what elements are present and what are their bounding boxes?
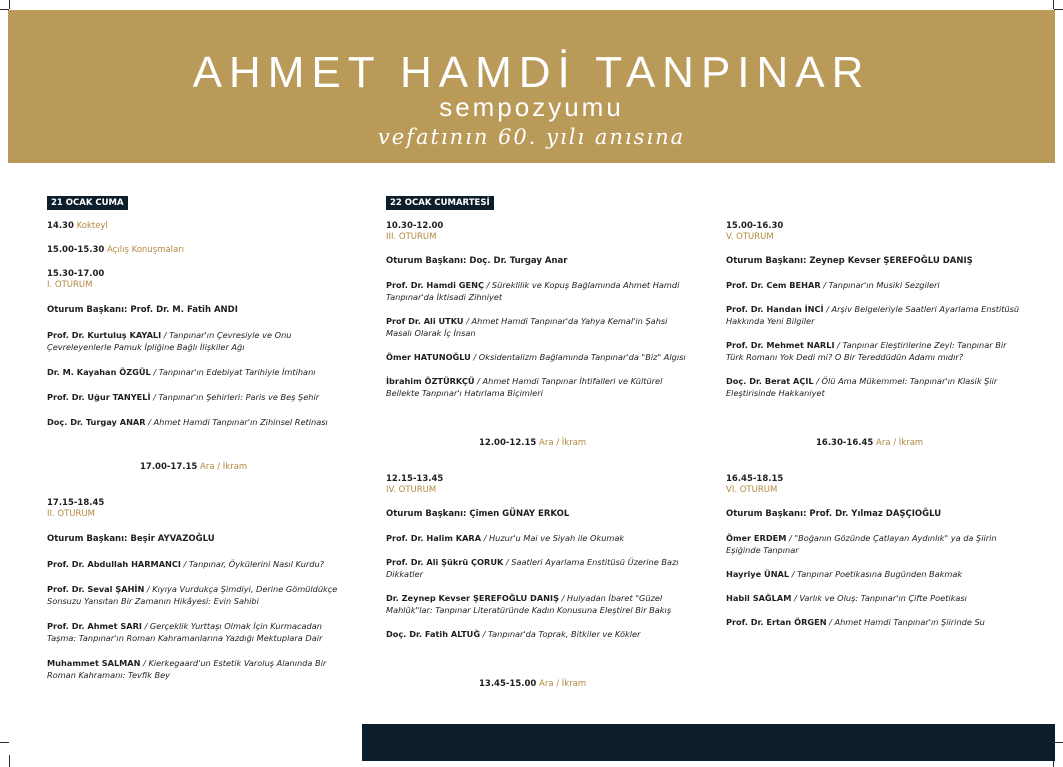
break-label: Ara / İkram [200,462,248,472]
opening-item [47,221,347,232]
speaker-name: Prof. Dr. Halim KARA [386,533,482,543]
speaker-name: Prof. Dr. Mehmet NARLI [726,340,835,350]
break-time: 16.30-16.45 [816,438,874,448]
talk-title: / Oksidentalizm Bağlamında Tanpınar'da "Biz" Algısı [470,352,686,362]
session-chair: Oturum Başkanı: Beşir AYVAZOĞLU [47,534,215,544]
talk-entry [47,583,347,607]
speaker-name: Prof. Dr. Hamdi GENÇ [386,280,484,290]
session-block [386,221,686,399]
talk-title: / Tanpınar'ın Musiki Sezgileri [820,280,940,290]
talk-entry [47,416,347,428]
speaker-name: Muhammet SALMAN [47,658,141,668]
page-subtitle: sempozyumu [439,92,624,122]
header-banner [8,10,1055,163]
talk-entry [47,329,347,353]
talk-title: / Tanpınar Poetikasına Bugünden Bakmak [789,569,963,579]
speaker-name: İbrahim ÖZTÜRKÇÜ [386,376,475,386]
session-name: V. OTURUM [726,232,774,242]
session-block [47,498,347,681]
footer-bar [362,724,1055,761]
talk-title: / Gerçeklik Yurttaşı Olmak İçin Kurmacadan Taşma: Tanpınar'ın Roman Kahramanlarına Yazdığı Mektuplara Dair [47,621,323,643]
talk-title: / Hulyadan İbaret "Güzel Mahlûk"lar: Tanpınar Literatüründe Kadın Konusuna Eleştirel Bir Bakış [386,593,672,615]
speaker-name: Prof. Dr. Uğur TANYELİ [47,392,151,402]
speaker-name: Doç. Dr. Turgay ANAR [47,417,146,427]
speaker-name: Prof Dr. Ali UTKU [386,316,464,326]
break-item [140,462,247,473]
talk-entry [386,532,686,544]
session-chair: Oturum Başkanı: Prof. Dr. M. Fatih ANDI [47,305,238,315]
talk-title: / Tanpınar, Öykülerini Nasıl Kurdu? [180,559,324,569]
crop-mark [1054,9,1063,10]
talk-entry [726,616,1026,628]
talk-title: / "Boğanın Gözünde Çatlayan Aydınlık" ya da Şiirin Eşiğinde Tanpınar [726,533,997,555]
speaker-name: Prof. Dr. Abdullah HARMANCI [47,559,181,569]
crop-mark [9,0,10,9]
opening-time: 14.30 [47,221,74,231]
speaker-name: Dr. Zeynep Kevser ŞEREFOĞLU DANIŞ [386,593,559,603]
session-chair: Oturum Başkanı: Çimen GÜNAY ERKOL [386,509,570,519]
talk-entry [726,303,1026,327]
talk-title: / Tanpınar'ın Edebiyat Tarihiyle İmtihanı [150,367,316,377]
talk-entry [386,628,686,640]
talk-title: / Kıyıya Vurdukça Şimdiyi, Derine Gömüldükçe Sonsuzu Yansıtan Bir Zamanın Hikâyesi: Evin Sahibi [47,584,338,606]
talk-entry [47,558,347,570]
talk-title: / Huzur'u Mai ve Siyah ile Okumak [481,533,625,543]
session-block [47,269,347,428]
opening-label: Kokteyl [76,221,108,231]
talk-title: / Süreklilik ve Kopuş Bağlamında Ahmet Hamdi Tanpınar'da İktisadi Zihniyet [386,280,680,302]
speaker-name: Prof. Dr. Kurtuluş KAYALI [47,330,162,340]
crop-mark [1054,742,1063,743]
break-item [479,679,586,690]
speaker-name: Hayriye ÜNAL [726,569,790,579]
talk-entry [726,592,1026,604]
talk-title: / Ahmet Hamdi Tanpınar'ın Zihinsel Retinası [145,417,328,427]
session-chair: Oturum Başkanı: Doç. Dr. Turgay Anar [386,256,568,266]
speaker-name: Doç. Dr. Fatih ALTUĞ [386,629,481,639]
crop-mark [9,755,10,767]
talk-title: / Arşiv Belgeleriyle Saatleri Ayarlama Enstitüsü Hakkında Yeni Bilgiler [726,304,1020,326]
talk-entry [726,532,1026,556]
talk-title: / Tanpınar'ın Çevresiyle ve Onu Çevreleyenlerle Pamuk İpliğine Bağlı İlişkiler Ağı [47,330,292,352]
session-name: IV. OTURUM [386,485,437,495]
session-name: VI. OTURUM [726,485,778,495]
talk-title: / Ahmet Hamdi Tanpınar'ın Şiirinde Su [826,617,985,627]
talk-entry [47,366,347,378]
session-name: III. OTURUM [386,232,437,242]
speaker-name: Prof. Dr. Seval ŞAHİN [47,584,145,594]
talk-title: / Saatleri Ayarlama Enstitüsü Üzerine Bazı Dikkatler [386,557,679,579]
session-time: 16.45-18.15 [726,474,784,484]
speaker-name: Prof. Dr. Handan İNCİ [726,304,824,314]
session-time: 15.00-16.30 [726,221,784,231]
crop-mark [0,742,9,743]
talk-entry [47,391,347,403]
speaker-name: Prof. Dr. Ertan ÖRGEN [726,617,827,627]
talk-entry [47,657,347,681]
opening-item [47,245,347,256]
talk-entry [386,592,686,616]
talk-title: / Tanpınar'da Toprak, Bitkiler ve Kökler [480,629,641,639]
page-title: AHMET HAMDİ TANPINAR [192,48,871,97]
talk-title: / Tanpınar'ın Şehirleri: Paris ve Beş Şehir [150,392,320,402]
talk-entry [386,556,686,580]
talk-entry [47,620,347,644]
opening-label: Açılış Konuşmaları [107,245,185,255]
talk-title: / Tanpınar Eleştirilerine Zeyl: Tanpınar Bir Türk Romanı Yok Dedi mi? O Bir Tereddüdün Adamı mıdır? [726,340,1007,362]
break-label: Ara / İkram [539,679,587,689]
talk-entry [386,375,686,399]
break-item [479,438,586,449]
talk-title: / Ölü Ama Mükemmel: Tanpınar'ın Klasik Şiir Eleştirisinde Hakkaniyet [726,376,998,398]
page-tagline: vefatının 60. yılı anısına [377,125,686,149]
session-name: I. OTURUM [47,280,93,290]
session-block [726,474,1026,628]
session-block [386,474,686,640]
day-label-2: 22 OCAK CUMARTESİ [386,196,494,210]
crop-mark [1053,0,1054,9]
speaker-name: Habil SAĞLAM [726,593,792,603]
session-time: 15.30-17.00 [47,269,105,279]
session-time: 10.30-12.00 [386,221,444,231]
session-block [726,221,1026,399]
speaker-name: Prof. Dr. Ali Şükrü ÇORUK [386,557,504,567]
talk-title: / Kierkegaard'un Estetik Varoluş Alanında Bir Roman Kahramanı: Tevfik Bey [47,658,327,680]
talk-entry [726,279,1026,291]
break-time: 17.00-17.15 [140,462,198,472]
talk-entry [386,315,686,339]
opening-time: 15.00-15.30 [47,245,105,255]
speaker-name: Ömer ERDEM [726,533,787,543]
break-label: Ara / İkram [876,438,924,448]
break-time: 13.45-15.00 [479,679,537,689]
talk-entry [386,279,686,303]
session-chair: Oturum Başkanı: Prof. Dr. Yılmaz DAŞÇIOĞLU [726,509,942,519]
session-time: 17.15-18.45 [47,498,105,508]
break-item [816,438,923,449]
talk-title: / Varlık ve Oluş: Tanpınar'ın Çifte Poetikası [791,593,967,603]
speaker-name: Ömer HATUNOĞLU [386,352,471,362]
session-chair: Oturum Başkanı: Zeynep Kevser ŞEREFOĞLU DANIŞ [726,256,973,266]
talk-title: / Ahmet Hamdi Tanpınar İhtifalleri ve Kültürel Bellekte Tanpınar'ı Hatırlama Biçimleri [386,376,663,398]
speaker-name: Doç. Dr. Berat AÇIL [726,376,814,386]
talk-entry [726,568,1026,580]
speaker-name: Prof. Dr. Ahmet SARI [47,621,142,631]
talk-entry [386,351,686,363]
speaker-name: Dr. M. Kayahan ÖZGÜL [47,367,151,377]
break-label: Ara / İkram [539,438,587,448]
talk-entry [726,375,1026,399]
speaker-name: Prof. Dr. Cem BEHAR [726,280,821,290]
session-time: 12.15-13.45 [386,474,444,484]
day-label-1: 21 OCAK CUMA [47,196,128,210]
talk-entry [726,339,1026,363]
break-time: 12.00-12.15 [479,438,537,448]
session-name: II. OTURUM [47,509,95,519]
talk-title: / Ahmet Hamdi Tanpınar'da Yahya Kemal'in Şahsi Masalı Olarak İç İnsan [386,316,668,338]
